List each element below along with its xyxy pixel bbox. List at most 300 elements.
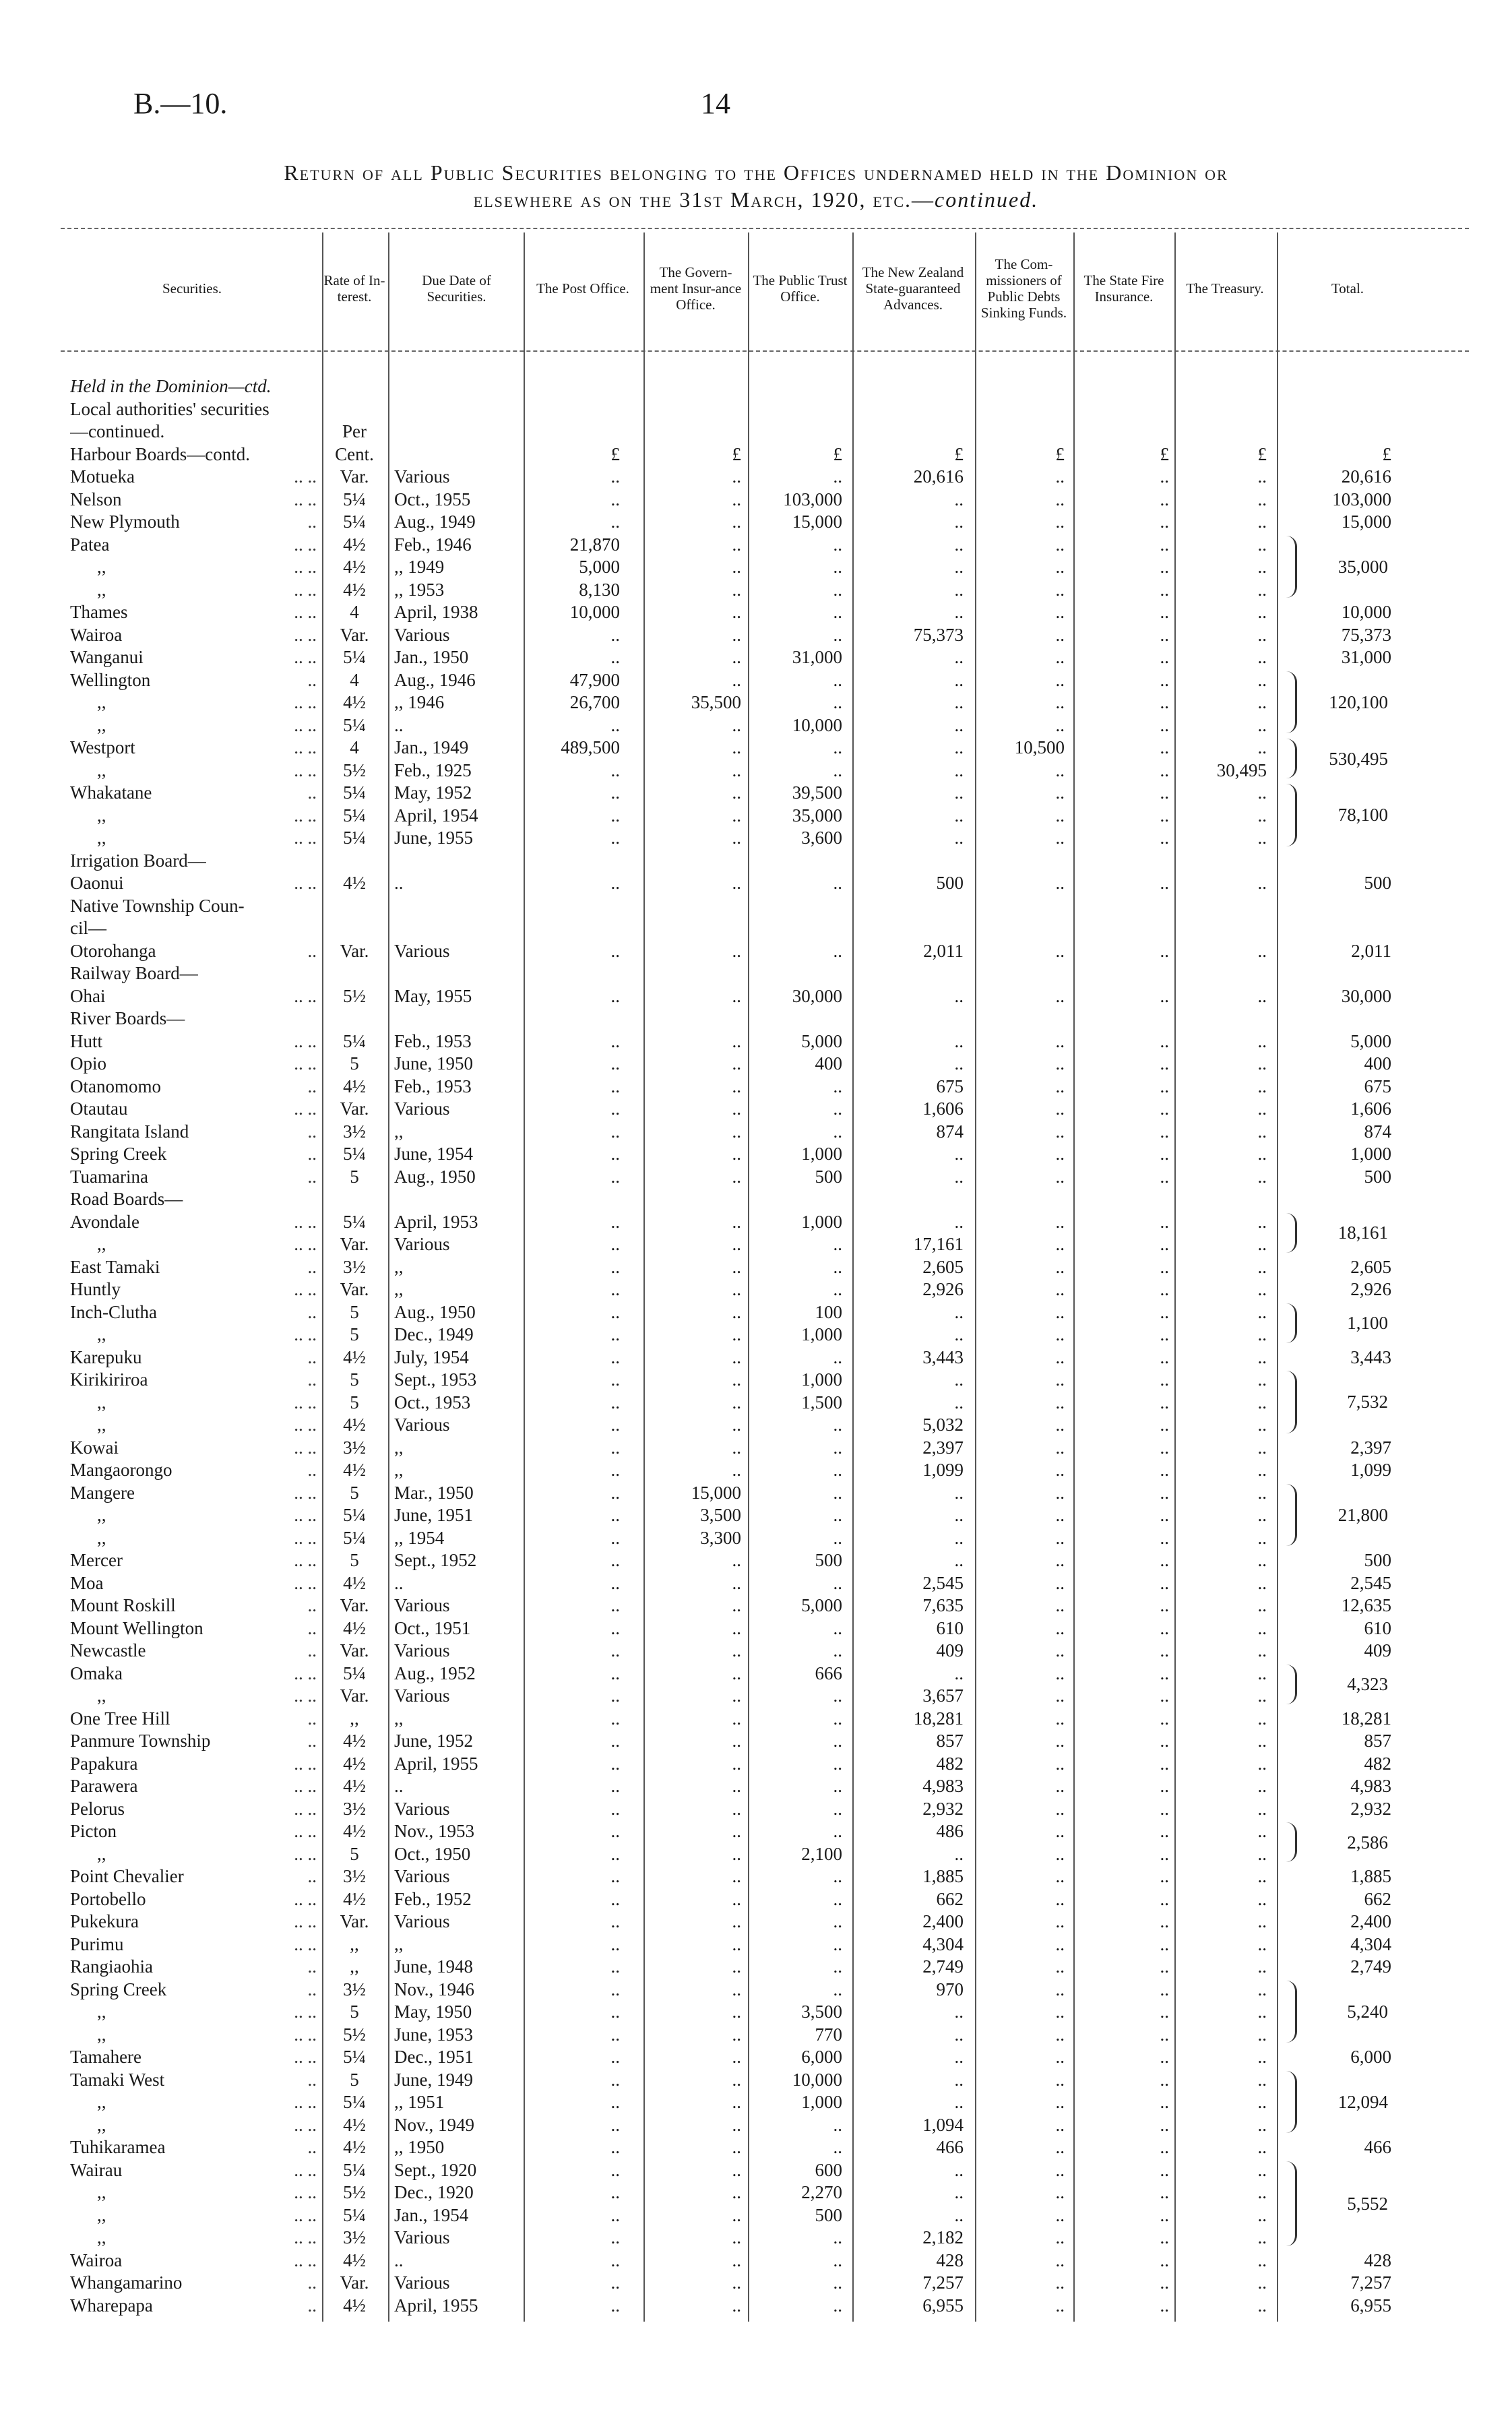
row-leader-dots: .. .. <box>294 2182 317 2202</box>
table-row <box>0 871 1512 894</box>
row-post-office <box>526 1007 620 1030</box>
table-row <box>0 1346 1512 1369</box>
row-security-name: ,, <box>97 805 106 826</box>
row-interest-rate: Var. <box>340 1098 369 1119</box>
row-security-name: Whangamarino <box>70 2272 183 2293</box>
row-sinking-funds: .. <box>1055 2295 1065 2316</box>
row-state-fire: .. <box>1160 737 1169 757</box>
row-government-insurance: .. <box>732 2295 741 2316</box>
row-state-fire: .. <box>1160 1301 1169 1322</box>
row-post-office <box>526 894 620 917</box>
row-state-advances: 2,926 <box>922 1279 964 1299</box>
row-post-office: .. <box>610 466 620 487</box>
table-row <box>0 1797 1512 1820</box>
row-due-date <box>394 398 526 421</box>
row-treasury: .. <box>1257 1640 1267 1661</box>
row-public-trust: 35,000 <box>792 805 842 826</box>
table-row <box>0 2045 1512 2068</box>
row-treasury: .. <box>1257 1979 1267 1999</box>
row-security-name: Tuamarina <box>70 1166 148 1187</box>
row-state-advances: .. <box>954 985 964 1006</box>
row-public-trust: .. <box>833 2295 842 2316</box>
row-treasury: .. <box>1257 2092 1267 2112</box>
row-government-insurance: .. <box>732 1030 741 1051</box>
row-leader-dots: .. .. <box>294 2047 317 2067</box>
row-total: 662 <box>1364 1888 1391 1909</box>
row-post-office <box>526 1187 620 1210</box>
table-row <box>0 510 1512 533</box>
row-state-advances: 466 <box>936 2137 964 2157</box>
row-sinking-funds <box>974 375 1065 398</box>
row-state-fire: .. <box>1160 714 1169 735</box>
row-post-office: .. <box>610 1866 620 1886</box>
row-treasury: .. <box>1257 1076 1267 1096</box>
row-due-date: April, 1954 <box>394 805 478 826</box>
row-interest-rate: 5 <box>350 2069 359 2090</box>
row-interest-rate: 5 <box>350 1843 359 1864</box>
row-interest-rate: 5 <box>350 1166 359 1187</box>
row-security-name: Spring Creek <box>70 1979 167 1999</box>
row-government-insurance: .. <box>732 1821 741 1841</box>
row-sinking-funds: .. <box>1055 1301 1065 1322</box>
row-due-date: June, 1950 <box>394 1053 473 1074</box>
row-due-date <box>394 1007 526 1030</box>
row-leader-dots: .. .. <box>294 1685 317 1706</box>
table-row <box>0 646 1512 669</box>
row-treasury: .. <box>1257 782 1267 803</box>
row-state-advances: .. <box>954 1392 964 1413</box>
row-security-name: Tamahere <box>70 2047 142 2067</box>
row-post-office: .. <box>610 2159 620 2180</box>
row-leader-dots: .. .. <box>294 1482 317 1503</box>
row-sinking-funds: .. <box>1055 1415 1065 1435</box>
row-government-insurance: .. <box>732 1415 741 1435</box>
row-total: 2,545 <box>1350 1572 1391 1593</box>
row-due-date: Various <box>394 466 450 487</box>
row-leader-dots <box>195 917 317 939</box>
row-post-office: .. <box>610 1731 620 1751</box>
row-public-trust <box>751 1187 842 1210</box>
row-total: 18,281 <box>1341 1708 1391 1729</box>
row-treasury <box>1176 894 1267 917</box>
row-post-office: .. <box>610 1888 620 1909</box>
row-interest-rate: 5¼ <box>343 647 366 667</box>
row-security-name: Karepuku <box>70 1346 142 1367</box>
row-total: 1,885 <box>1350 1866 1391 1886</box>
row-post-office: .. <box>610 2295 620 2316</box>
row-state-fire: .. <box>1160 511 1169 532</box>
row-government-insurance: .. <box>732 985 741 1006</box>
row-leader-dots: .. .. <box>294 624 317 645</box>
row-treasury: .. <box>1257 466 1267 487</box>
row-security-name: ,, <box>97 1527 106 1548</box>
row-sinking-funds: .. <box>1055 1595 1065 1615</box>
row-sinking-funds: .. <box>1055 1098 1065 1119</box>
row-leader-dots: .. .. <box>294 647 317 667</box>
row-treasury: .. <box>1257 2069 1267 2090</box>
row-public-trust: 39,500 <box>792 782 842 803</box>
row-state-fire: .. <box>1160 1346 1169 1367</box>
row-total: 5,000 <box>1350 1030 1391 1051</box>
row-leader-dots: .. .. <box>294 1663 317 1683</box>
row-government-insurance: .. <box>732 1369 741 1390</box>
col-header-fire: The State Fire Insurance. <box>1083 272 1164 305</box>
row-treasury: .. <box>1257 1708 1267 1729</box>
row-due-date: Dec., 1951 <box>394 2047 474 2067</box>
row-security-name: ,, <box>97 579 106 600</box>
row-sinking-funds: .. <box>1055 782 1065 803</box>
row-treasury: .. <box>1257 534 1267 555</box>
row-due-date: Feb., 1953 <box>394 1076 472 1096</box>
group-total: 21,800 <box>1337 1504 1388 1525</box>
row-state-fire: .. <box>1160 1933 1169 1954</box>
row-due-date: ,, <box>394 1256 404 1277</box>
row-security-name: ,, <box>97 714 106 735</box>
row-government-insurance: .. <box>732 2002 741 2022</box>
row-state-advances <box>856 398 964 421</box>
table-row <box>0 962 1512 985</box>
row-government-insurance: .. <box>732 602 741 622</box>
row-total: 675 <box>1364 1076 1391 1096</box>
row-post-office: 8,130 <box>579 579 620 600</box>
row-public-trust: .. <box>833 624 842 645</box>
row-treasury: .. <box>1257 2250 1267 2270</box>
row-state-advances: 1,099 <box>922 1460 964 1480</box>
group-total: 5,240 <box>1347 2001 1388 2022</box>
row-due-date: April, 1938 <box>394 602 478 622</box>
row-government-insurance: .. <box>732 759 741 780</box>
row-post-office: .. <box>610 1076 620 1096</box>
row-post-office: .. <box>610 873 620 893</box>
row-leader-dots: .. .. <box>294 1527 317 1548</box>
table-row <box>0 1052 1512 1075</box>
row-leader-dots: .. .. <box>294 1324 317 1344</box>
row-interest-rate <box>326 917 383 939</box>
row-total: 30,000 <box>1341 985 1391 1006</box>
row-treasury: .. <box>1257 2204 1267 2225</box>
table-row <box>0 420 1512 443</box>
group-total: 5,552 <box>1347 2193 1388 2214</box>
col-header-treas: The Treasury. <box>1186 280 1264 297</box>
row-treasury: .. <box>1257 1144 1267 1164</box>
row-security-name: Mount Wellington <box>70 1617 203 1638</box>
row-due-date: April, 1955 <box>394 1753 478 1774</box>
row-state-advances <box>856 917 964 939</box>
row-sinking-funds: .. <box>1055 1708 1065 1729</box>
row-interest-rate: 4½ <box>343 1776 366 1796</box>
row-government-insurance: .. <box>732 2092 741 2112</box>
row-post-office: .. <box>610 2002 620 2022</box>
row-due-date: Dec., 1949 <box>394 1324 474 1344</box>
row-security-name: Harbour Boards—contd. <box>70 443 250 464</box>
row-public-trust: 1,000 <box>801 2092 842 2112</box>
row-post-office: .. <box>610 1640 620 1661</box>
row-sinking-funds: .. <box>1055 1821 1065 1841</box>
row-sinking-funds: .. <box>1055 1392 1065 1413</box>
row-leader-dots: .. .. <box>294 1211 317 1232</box>
row-treasury: .. <box>1257 1753 1267 1774</box>
row-interest-rate: 5¼ <box>343 805 366 826</box>
row-total: 1,000 <box>1350 1144 1391 1164</box>
group-total: 530,495 <box>1329 748 1388 769</box>
row-sinking-funds: .. <box>1055 624 1065 645</box>
row-state-advances: .. <box>954 669 964 690</box>
row-security-name: Mercer <box>70 1550 123 1570</box>
row-treasury: .. <box>1257 1437 1267 1458</box>
row-interest-rate: 5¼ <box>343 782 366 803</box>
table-row <box>0 985 1512 1007</box>
row-state-fire: .. <box>1160 692 1169 712</box>
row-treasury: .. <box>1257 1392 1267 1413</box>
row-due-date: ,, <box>394 1279 404 1299</box>
row-public-trust: 666 <box>815 1663 842 1683</box>
row-total: 428 <box>1364 2250 1391 2270</box>
row-interest-rate <box>326 398 383 421</box>
row-post-office: .. <box>610 2092 620 2112</box>
row-leader-dots: .. .. <box>294 985 317 1006</box>
row-treasury: £ <box>1257 443 1267 464</box>
row-government-insurance: .. <box>732 1550 741 1570</box>
row-security-name: ,, <box>97 1505 106 1525</box>
row-sinking-funds: .. <box>1055 759 1065 780</box>
row-interest-rate: Per <box>342 421 367 441</box>
row-state-fire: .. <box>1160 1076 1169 1096</box>
table-row <box>0 1142 1512 1165</box>
row-security-name: Rangiaohia <box>70 1956 153 1977</box>
row-public-trust: .. <box>833 1279 842 1299</box>
row-due-date: .. <box>394 873 404 893</box>
row-interest-rate: 5¼ <box>343 714 366 735</box>
row-treasury: .. <box>1257 1731 1267 1751</box>
row-state-advances: 428 <box>936 2250 964 2270</box>
row-sinking-funds: .. <box>1055 669 1065 690</box>
row-public-trust: .. <box>833 692 842 712</box>
row-post-office: 5,000 <box>579 557 620 577</box>
row-sinking-funds: .. <box>1055 534 1065 555</box>
col-header-total: Total. <box>1331 280 1364 297</box>
row-due-date: June, 1954 <box>394 1144 473 1164</box>
row-state-fire: .. <box>1160 2159 1169 2180</box>
row-state-advances: 3,443 <box>922 1346 964 1367</box>
row-leader-dots: .. .. <box>294 602 317 622</box>
row-sinking-funds: .. <box>1055 828 1065 848</box>
row-interest-rate: 4½ <box>343 1888 366 1909</box>
group-total: 2,586 <box>1347 1832 1388 1853</box>
row-due-date: Oct., 1955 <box>394 489 471 509</box>
row-treasury <box>1176 420 1267 443</box>
row-post-office: .. <box>610 511 620 532</box>
row-security-name: ,, <box>97 2114 106 2135</box>
row-leader-dots <box>195 375 317 398</box>
row-state-advances: .. <box>954 2092 964 2112</box>
row-sinking-funds: .. <box>1055 1121 1065 1142</box>
row-due-date: ,, <box>394 1121 404 1142</box>
row-treasury: .. <box>1257 1572 1267 1593</box>
row-treasury: .. <box>1257 692 1267 712</box>
row-post-office: .. <box>610 1753 620 1774</box>
group-total: 12,094 <box>1337 2091 1388 2112</box>
row-government-insurance: .. <box>732 1324 741 1344</box>
table-row <box>0 1617 1512 1640</box>
row-treasury: .. <box>1257 1234 1267 1254</box>
row-public-trust: .. <box>833 1708 842 1729</box>
row-due-date <box>394 849 526 872</box>
row-state-fire: .. <box>1160 1911 1169 1931</box>
row-security-name: ,, <box>97 2182 106 2202</box>
row-sinking-funds: .. <box>1055 1550 1065 1570</box>
row-due-date <box>394 962 526 985</box>
row-public-trust: 3,500 <box>801 2002 842 2022</box>
row-security-name: Rangitata Island <box>70 1121 189 1142</box>
row-state-advances: 7,635 <box>922 1595 964 1615</box>
row-government-insurance: .. <box>732 1640 741 1661</box>
row-interest-rate: 4½ <box>343 2250 366 2270</box>
group-brace <box>1280 739 1297 778</box>
row-public-trust: .. <box>833 2227 842 2247</box>
row-post-office: .. <box>610 1279 620 1299</box>
row-state-advances: 482 <box>936 1753 964 1774</box>
row-government-insurance: .. <box>732 579 741 600</box>
row-due-date: ,, <box>394 1460 404 1480</box>
row-state-advances: 4,983 <box>922 1776 964 1796</box>
row-state-fire: .. <box>1160 1956 1169 1977</box>
row-post-office: .. <box>610 1956 620 1977</box>
row-state-fire: .. <box>1160 466 1169 487</box>
row-security-name: ,, <box>97 692 106 712</box>
row-interest-rate <box>326 894 383 917</box>
row-government-insurance <box>647 1007 741 1030</box>
row-treasury: .. <box>1257 489 1267 509</box>
row-state-advances: 2,605 <box>922 1256 964 1277</box>
row-public-trust: 30,000 <box>792 985 842 1006</box>
row-post-office: .. <box>610 1053 620 1074</box>
row-security-name: River Boards— <box>70 1008 185 1028</box>
row-post-office: .. <box>610 1821 620 1841</box>
row-government-insurance: .. <box>732 1731 741 1751</box>
row-state-fire: .. <box>1160 1776 1169 1796</box>
row-government-insurance: .. <box>732 1979 741 1999</box>
row-post-office: .. <box>610 1030 620 1051</box>
row-treasury: .. <box>1257 2047 1267 2067</box>
row-sinking-funds: .. <box>1055 1256 1065 1277</box>
row-security-name: Hutt <box>70 1030 103 1051</box>
table-row <box>0 1910 1512 1933</box>
row-public-trust: .. <box>833 1527 842 1548</box>
row-total: 103,000 <box>1332 489 1391 509</box>
row-post-office: .. <box>610 1301 620 1322</box>
row-public-trust: .. <box>833 1256 842 1277</box>
row-sinking-funds: .. <box>1055 1144 1065 1164</box>
group-brace <box>1280 2161 1297 2246</box>
table-row <box>0 2249 1512 2272</box>
row-treasury: .. <box>1257 2227 1267 2247</box>
row-security-name: Opio <box>70 1053 106 1074</box>
row-treasury: .. <box>1257 1798 1267 1819</box>
row-interest-rate: Var. <box>340 466 369 487</box>
row-post-office: .. <box>610 1595 620 1615</box>
row-public-trust <box>751 962 842 985</box>
row-due-date: Various <box>394 1640 450 1661</box>
row-security-name: Local authorities' securities <box>70 398 270 419</box>
row-public-trust: .. <box>833 1933 842 1954</box>
row-public-trust: .. <box>833 1956 842 1977</box>
row-leader-dots: .. <box>307 1144 317 1164</box>
table-row <box>0 1752 1512 1775</box>
row-state-advances: .. <box>954 1144 964 1164</box>
row-public-trust: .. <box>833 1798 842 1819</box>
row-post-office: .. <box>610 1460 620 1480</box>
row-post-office: .. <box>610 1685 620 1706</box>
row-state-advances: 20,616 <box>913 466 964 487</box>
row-sinking-funds: .. <box>1055 1369 1065 1390</box>
row-public-trust: 2,100 <box>801 1843 842 1864</box>
row-sinking-funds: .. <box>1055 1731 1065 1751</box>
row-public-trust: 6,000 <box>801 2047 842 2067</box>
row-interest-rate: 5 <box>350 1053 359 1074</box>
row-due-date: Various <box>394 624 450 645</box>
row-government-insurance: .. <box>732 1843 741 1864</box>
row-interest-rate: 4 <box>350 669 359 690</box>
row-treasury: .. <box>1257 1053 1267 1074</box>
row-state-advances: .. <box>954 557 964 577</box>
row-leader-dots <box>195 849 317 872</box>
row-state-advances: £ <box>954 443 964 464</box>
row-state-advances: 2,545 <box>922 1572 964 1593</box>
row-government-insurance: .. <box>732 1098 741 1119</box>
row-sinking-funds: .. <box>1055 692 1065 712</box>
row-treasury: .. <box>1257 1776 1267 1796</box>
row-government-insurance: .. <box>732 557 741 577</box>
row-leader-dots: .. .. <box>294 1550 317 1570</box>
row-state-advances: 6,955 <box>922 2295 964 2316</box>
row-interest-rate: 4½ <box>343 1076 366 1096</box>
row-post-office: .. <box>610 1617 620 1638</box>
row-government-insurance: .. <box>732 1301 741 1322</box>
row-government-insurance: .. <box>732 1933 741 1954</box>
row-sinking-funds: .. <box>1055 1798 1065 1819</box>
row-treasury: .. <box>1257 2002 1267 2022</box>
row-state-advances: .. <box>954 828 964 848</box>
row-total: 2,926 <box>1350 1279 1391 1299</box>
row-leader-dots: .. <box>307 669 317 690</box>
row-post-office: 47,900 <box>569 669 620 690</box>
row-state-advances: .. <box>954 602 964 622</box>
row-treasury: .. <box>1257 805 1267 826</box>
row-security-name: Pukekura <box>70 1911 139 1931</box>
row-government-insurance: .. <box>732 1256 741 1277</box>
row-due-date: Feb., 1952 <box>394 1888 472 1909</box>
row-sinking-funds: .. <box>1055 1166 1065 1187</box>
row-sinking-funds <box>974 962 1065 985</box>
col-header-nz: The New Zealand State-guaranteed Advances. <box>862 263 964 313</box>
row-public-trust: 1,500 <box>801 1392 842 1413</box>
row-leader-dots: .. .. <box>294 1030 317 1051</box>
row-post-office: .. <box>610 1256 620 1277</box>
row-state-fire: .. <box>1160 2024 1169 2045</box>
row-leader-dots: .. .. <box>294 1392 317 1413</box>
row-leader-dots: .. <box>307 1301 317 1322</box>
row-due-date: Nov., 1949 <box>394 2114 474 2135</box>
row-government-insurance: .. <box>732 1708 741 1729</box>
row-state-fire: .. <box>1160 1979 1169 1999</box>
row-public-trust: .. <box>833 873 842 893</box>
row-post-office: .. <box>610 1482 620 1503</box>
row-treasury: .. <box>1257 1617 1267 1638</box>
row-state-fire <box>1078 398 1169 421</box>
row-public-trust: .. <box>833 1437 842 1458</box>
row-security-name: ,, <box>97 2227 106 2247</box>
row-interest-rate: Var. <box>340 624 369 645</box>
